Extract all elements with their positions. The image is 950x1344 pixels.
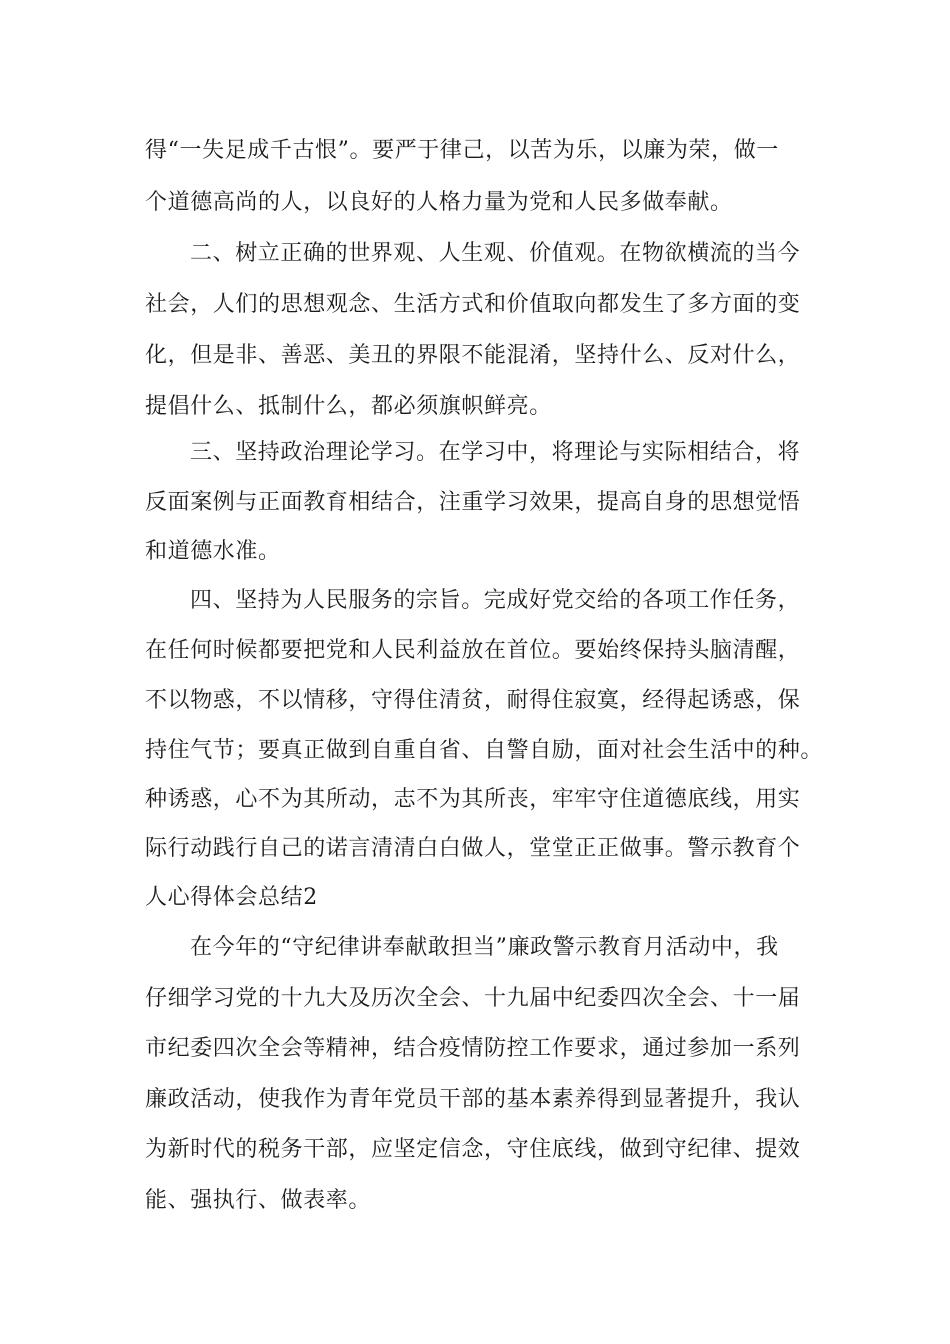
text-line: 仔细学习党的十九大及历次全会、十九届中纪委四次全会、十一届: [145, 986, 801, 1011]
text-line: 种诱惑，心不为其所动，志不为其所丧，牢牢守住道德底线，用实: [145, 787, 801, 812]
text-line: 和道德水准。: [145, 539, 281, 564]
text-line: 为新时代的税务干部，应坚定信念，守住底线，做到守纪律、提效: [145, 1137, 801, 1162]
text-line: 人心得体会总结2: [145, 885, 318, 910]
text-line: 社会，人们的思想观念、生活方式和价值取向都发生了多方面的变: [145, 292, 801, 317]
text-line: 持住气节；要真正做到自重自省、自警自励，面对社会生活中的种。: [145, 738, 824, 763]
text-line: 市纪委四次全会等精神，结合疫情防控工作要求，通过参加一系列: [145, 1036, 801, 1061]
text-line: 提倡什么、抵制什么，都必须旗帜鲜亮。: [145, 394, 552, 419]
text-line: 得“一失足成千古恨”。要严于律己，以苦为乐，以廉为荣，做一: [145, 138, 779, 163]
text-line: 能、强执行、做表率。: [145, 1188, 372, 1213]
text-line: 在任何时候都要把党和人民利益放在首位。要始终保持头脑清醒，: [145, 638, 801, 663]
text-line: 廉政活动，使我作为青年党员干部的基本素养得到显著提升，我认: [145, 1087, 801, 1112]
text-line: 际行动践行自己的诺言清清白白做人，堂堂正正做事。警示教育个: [145, 836, 801, 861]
text-line: 不以物惑，不以情移，守得住清贫，耐得住寂寞，经得起诱惑，保: [145, 688, 801, 713]
text-line: 反面案例与正面教育相结合，注重学习效果，提高自身的思想觉悟: [145, 490, 801, 515]
text-line: 个道德高尚的人，以良好的人格力量为党和人民多做奉献。: [145, 190, 733, 215]
paragraph-start-line: 在今年的“守纪律讲奉献敢担当”廉政警示教育月活动中，我: [190, 935, 779, 960]
paragraph-start-line: 四、坚持为人民服务的宗旨。完成好党交给的各项工作任务，: [190, 588, 801, 613]
paragraph-start-line: 二、树立正确的世界观、人生观、价值观。在物欲横流的当今: [190, 241, 801, 266]
text-line: 化，但是非、善恶、美丑的界限不能混淆，坚持什么、反对什么，: [145, 343, 801, 368]
paragraph-start-line: 三、坚持政治理论学习。在学习中，将理论与实际相结合，将: [190, 440, 801, 465]
